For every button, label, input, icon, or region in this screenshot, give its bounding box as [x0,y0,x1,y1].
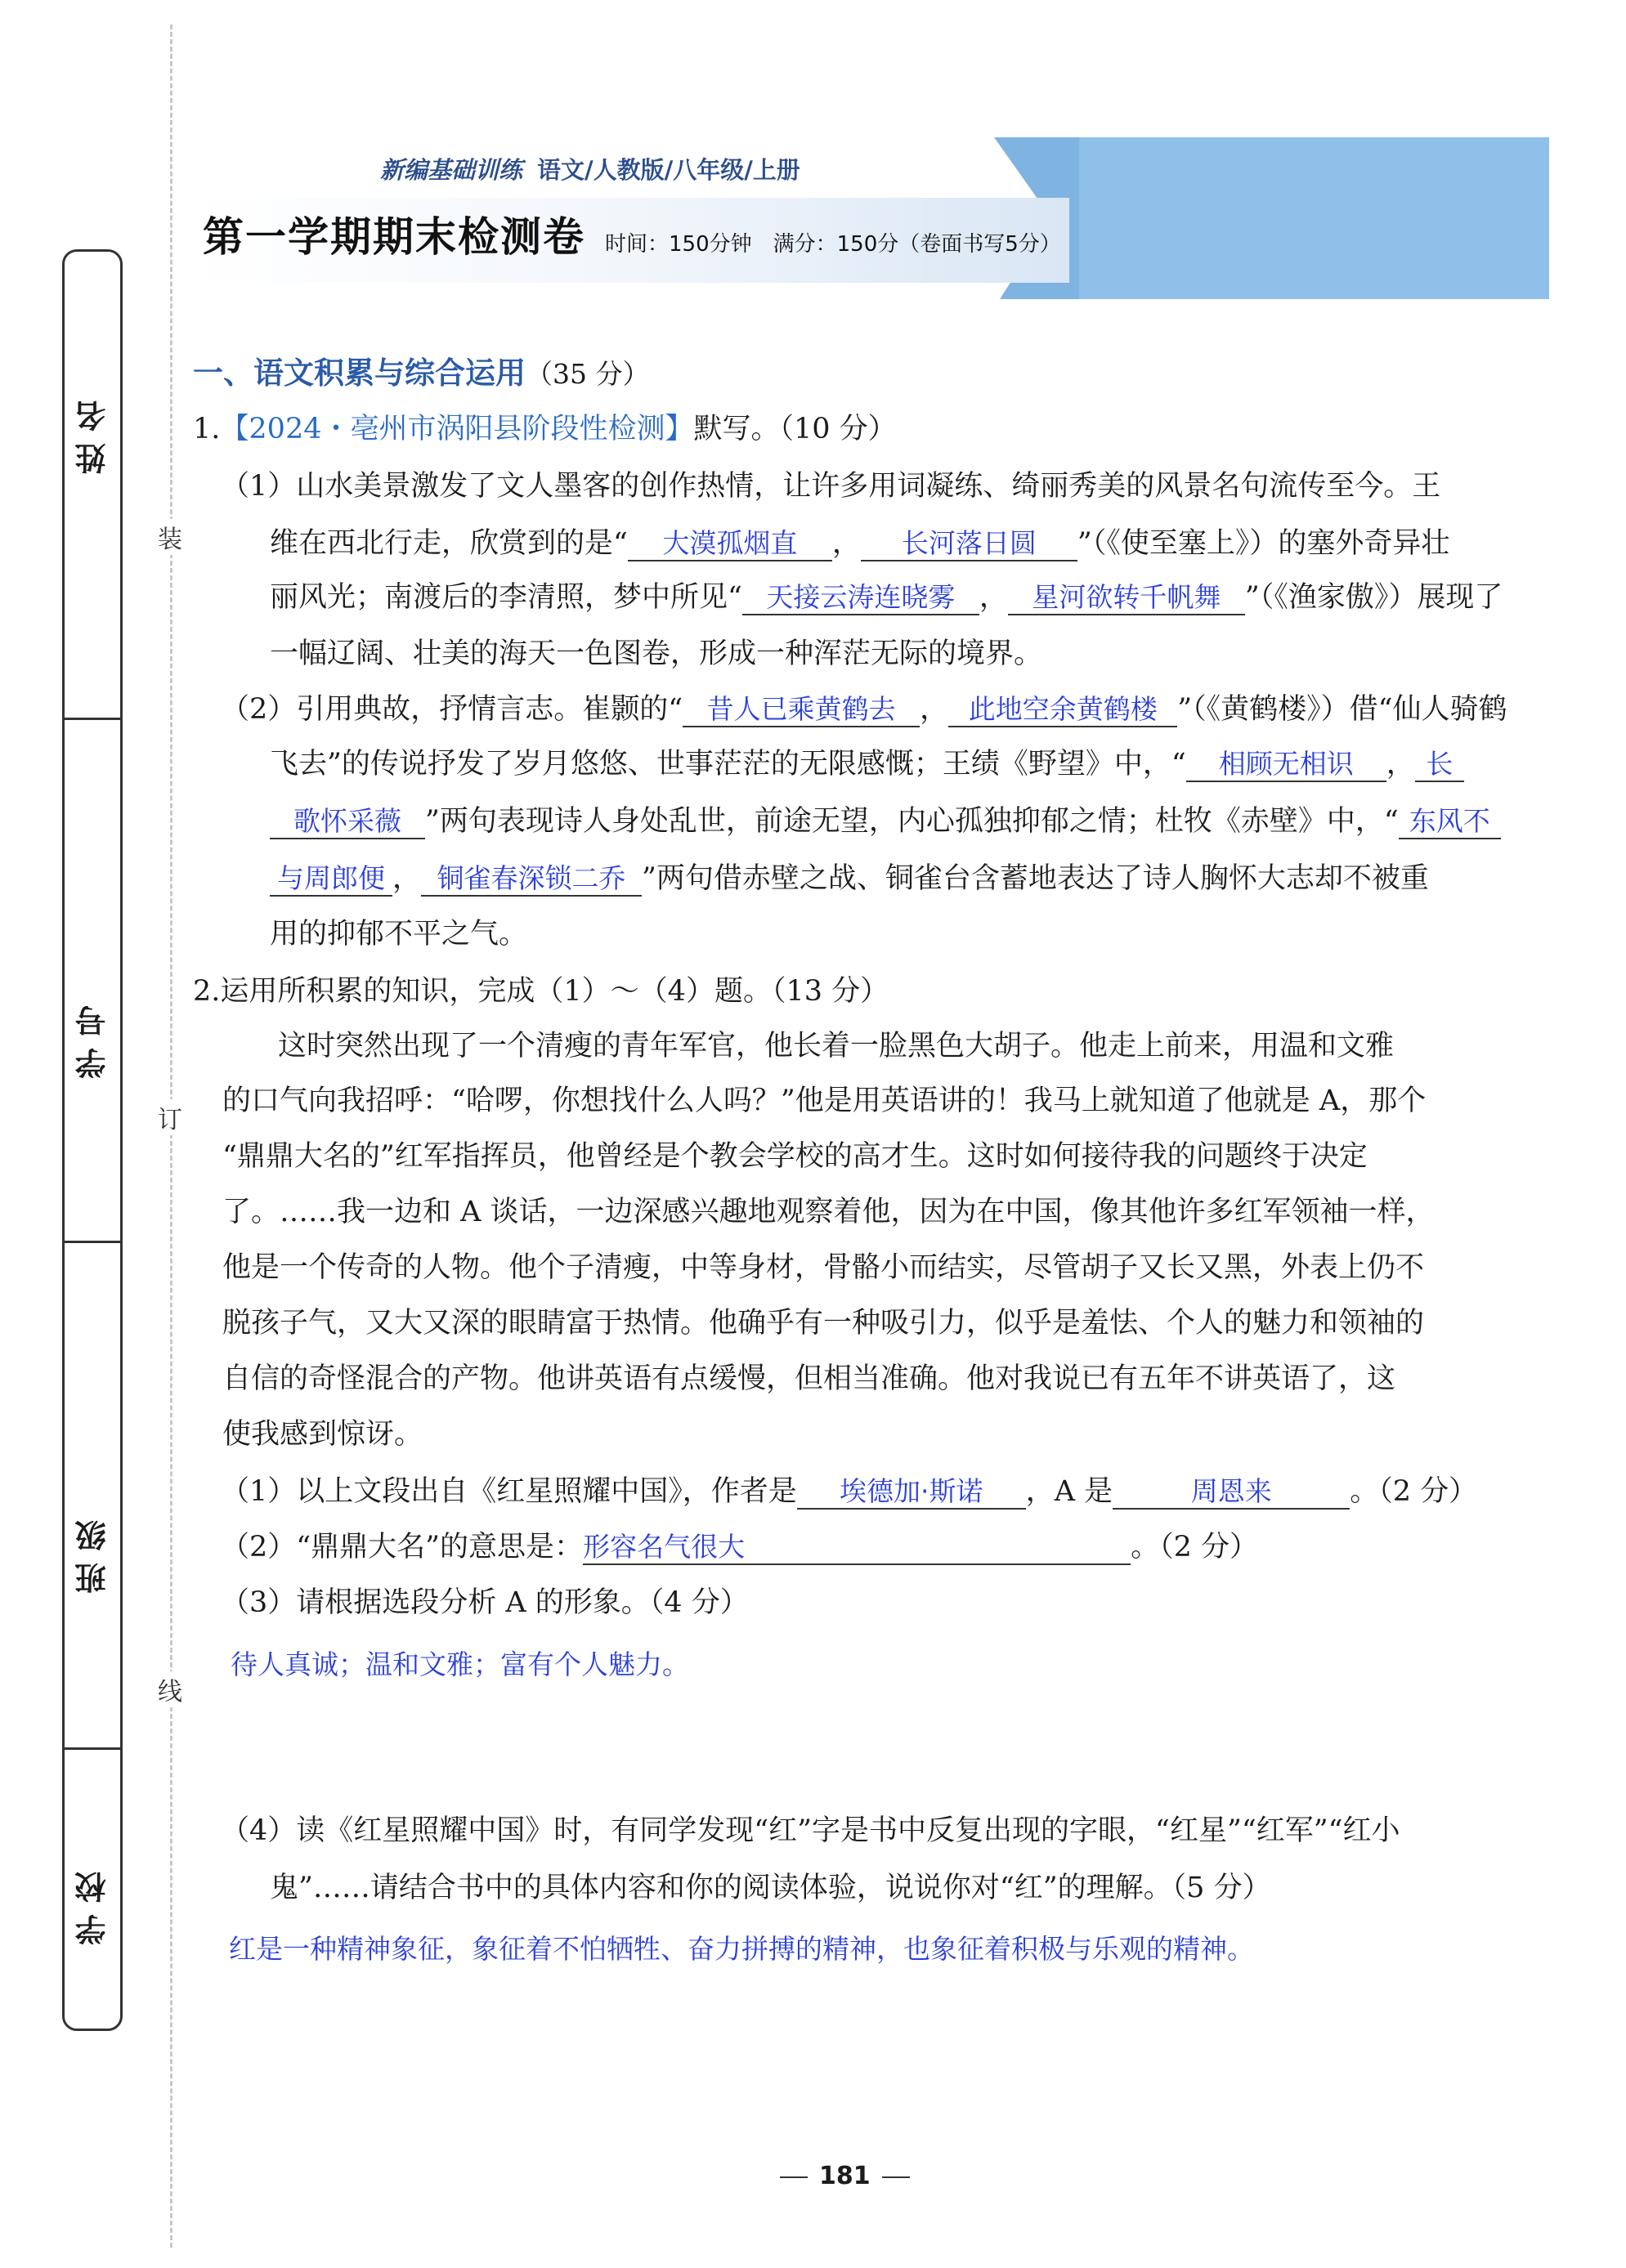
q1-p2-line4: 与周郎便 ， 铜雀春深锁二乔 ”两句借赤壁之战、铜雀台含蓄地表达了诗人胸怀大志却不被重 [270,858,1429,899]
answer-blank: 与周郎便 [270,862,392,897]
answer-blank: 星河欲转千帆舞 [1008,581,1245,615]
q1-p1-line1: （1）山水美景激发了文人墨客的创作热情，让许多用词凝练、绮丽秀美的风景名句流传至今。王 [221,470,1441,503]
header-blue-band-solid [1079,137,1549,299]
exam-title: 第一学期期末检测卷 [203,213,585,261]
passage-line: 这时突然出现了一个清瘦的青年军官，他长着一脸黑色大胡子。他走上前来，用温和文雅 [278,1030,1395,1062]
answer-blank: 形容名气很大 [583,1531,1131,1565]
passage-line: “鼎鼎大名的”红军指挥员，他曾经是个教会学校的高才生。这时如何接待我的问题终于决定 [222,1140,1368,1173]
question-1-header: 1.【2024・亳州市涡阳县阶段性检测】默写。（10 分） [193,413,897,445]
answer-blank: 歌怀采薇 [270,805,425,839]
binding-char-ding: 订 [154,1099,186,1135]
q1-p1-line4: 一幅辽阔、壮美的海天一色图卷，形成一种浑茫无际的境界。 [270,637,1043,670]
info-divider [65,718,120,720]
question-source: 【2024・亳州市涡阳县阶段性检测】 [220,413,694,445]
q1-p2-line5: 用的抑郁不平之气。 [270,918,528,951]
passage-line: 的口气向我招呼：“哈啰，你想找什么人吗？”他是用英语讲的！我马上就知道了他就是 A，那个 [222,1085,1427,1117]
answer-blank: 铜雀春深锁二乔 [421,862,642,897]
info-divider [65,1747,120,1750]
series-name: 新编基础训练 [380,156,523,184]
q2-sub2: （2）“鼎鼎大名”的意思是：形容名气很大 。（2 分） [221,1531,1258,1563]
passage-line: 他是一个传奇的人物。他个子清瘦，中等身材，骨骼小而结实，尽管胡子又长又黑，外表上仍不 [222,1251,1425,1284]
student-info-box [62,249,123,2031]
q1-p2-line2: 飞去”的传说抒发了岁月悠悠、世事茫茫的无限感慨；王绩《野望》中，“ 相顾无相识 ， 长 [270,744,1464,785]
answer-blank: 周恩来 [1113,1475,1350,1510]
answer-blank: 昔人已乘黄鹤去 [683,693,920,727]
passage-line: 自信的奇怪混合的产物。他讲英语有点缓慢，但相当准确。他对我说已有五年不讲英语了，这 [222,1362,1396,1395]
answer-blank: 相顾无相识 [1186,748,1386,782]
binding-char-xian: 线 [154,1671,186,1707]
passage-line: 使我感到惊讶。 [222,1418,423,1451]
q2-sub3: （3）请根据选段分析 A 的形象。（4 分） [221,1586,749,1619]
exam-meta: 时间：150分钟 满分：150分（卷面书写5分） [605,232,1061,257]
q2-sub3-answer: 待人真诚；温和文雅；富有个人魅力。 [231,1648,689,1680]
passage-line: 脱孩子气，又大又深的眼睛富于热情。他确乎有一种吸引力，似乎是羞怯、个人的魅力和领袖的 [222,1307,1425,1340]
q2-sub4-line2: 鬼”……请结合书中的具体内容和你的阅读体验，说说你对“红”的理解。（5 分） [270,1872,1271,1904]
q2-sub1: （1）以上文段出自《红星照耀中国》，作者是 埃德加·斯诺 ，A 是 周恩来 。（2 分） [221,1475,1478,1508]
series-edition: 语文/人教版/八年级/上册 [537,156,800,184]
answer-blank: 东风不 [1399,805,1501,839]
passage-line: 了。……我一边和 A 谈话，一边深感兴趣地观察着他，因为在中国，像其他许多红军领袖一样， [222,1196,1435,1228]
book-series [380,152,800,186]
label-school: 学校 [75,1860,111,1945]
info-divider [65,1241,120,1243]
q1-p1-line2: 维在西北行走，欣赏到的是“ 大漠孤烟直 ， 长河落日圆 ”（《使至塞上》）的塞外奇异壮 [270,527,1450,560]
binding-char-zhuang: 装 [154,519,186,555]
answer-blank: 埃德加·斯诺 [797,1475,1026,1510]
answer-blank: 此地空余黄鹤楼 [948,693,1177,727]
answer-blank: 长河落日圆 [861,527,1077,561]
answer-blank: 大漠孤烟直 [628,527,832,561]
q1-p1-line3: 丽风光；南渡后的李清照，梦中所见“ 天接云涛连晓雾 ， 星河欲转千帆舞 ”（《渔家傲》）展现了 [270,581,1503,614]
q2-sub4-answer: 红是一种精神象征，象征着不怕牺牲、奋力拼搏的精神，也象征着积极与乐观的精神。 [229,1933,1254,1965]
label-student-id: 学号 [75,994,111,1079]
page-number: 181 [768,2162,921,2190]
q2-sub4-line1: （4）读《红星照耀中国》时，有同学发现“红”字是书中反复出现的字眼，“红星”“红军”“红小 [221,1814,1400,1847]
q1-p2-line1: （2）引用典故，抒情言志。崔颢的“ 昔人已乘黄鹤去 ， 此地空余黄鹤楼 ”（《黄鹤楼》）借“仙人骑鹤 [221,693,1507,726]
answer-blank: 天接云涛连晓雾 [742,581,979,615]
answer-blank: 长 [1415,748,1464,782]
q1-p2-line3: 歌怀采薇 ”两句表现诗人身处乱世，前途无望，内心孤独抑郁之情；杜牧《赤壁》中，“ 东风不 [270,801,1501,842]
label-name: 姓名 [75,389,111,474]
question-2-header: 2.运用所积累的知识，完成（1）～（4）题。（13 分） [193,975,889,1008]
label-class: 班级 [75,1509,111,1594]
section-title: 一、语文积累与综合运用（35 分） [193,356,650,391]
binding-dashed-line [170,25,172,2248]
